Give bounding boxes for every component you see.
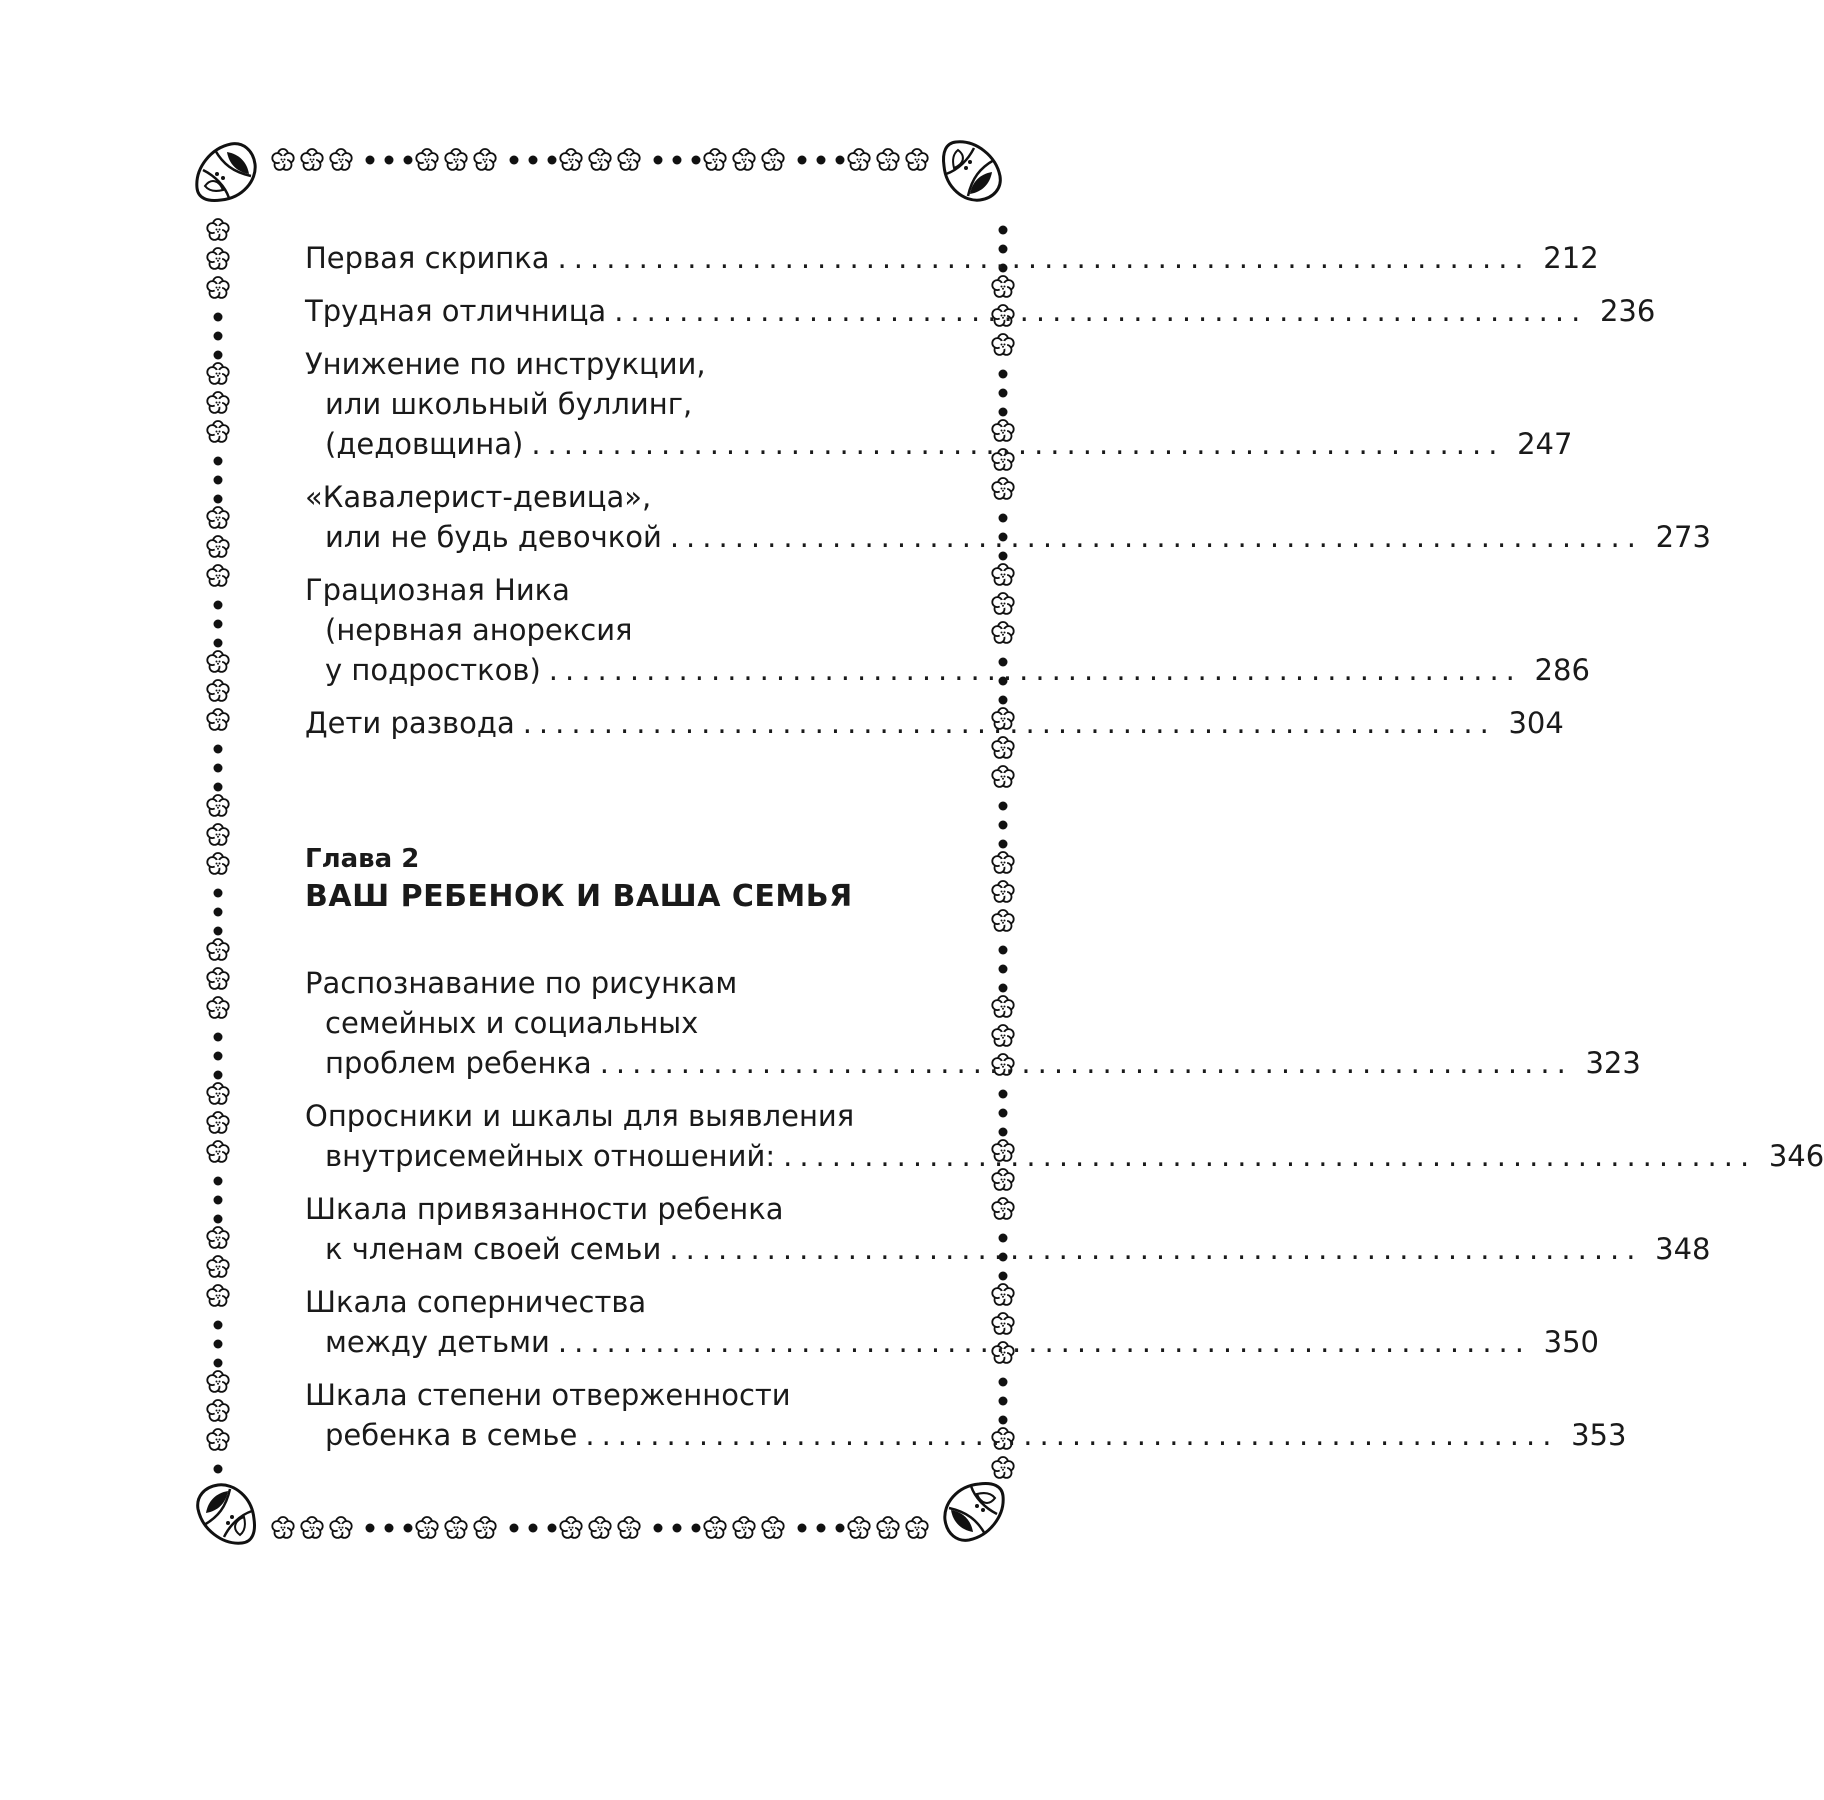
dot-ornament xyxy=(529,156,538,165)
dot-ornament xyxy=(214,1033,223,1042)
dot-ornament xyxy=(214,639,223,648)
toc-entry-line: у подростков) xyxy=(325,653,541,687)
flower-ornament xyxy=(877,1517,898,1538)
dot-ornament xyxy=(548,1524,557,1533)
toc-entry-line: Трудная отличница xyxy=(305,294,607,328)
dot-ornament xyxy=(999,389,1008,398)
dot-ornament xyxy=(999,821,1008,830)
flower-ornament xyxy=(704,1517,725,1538)
toc-entry-line: Шкала привязанности ребенка xyxy=(305,1192,784,1226)
toc-entry-line: к членам своей семьи xyxy=(325,1232,662,1266)
toc-list-top xyxy=(305,238,1711,743)
toc-entry-line: между детьми xyxy=(325,1325,550,1359)
toc-entry-line: или не будь девочкой xyxy=(325,520,662,554)
dot-ornament xyxy=(214,313,223,322)
flower-ornament xyxy=(207,565,228,586)
dot-ornament xyxy=(214,476,223,485)
dot-ornament xyxy=(214,1196,223,1205)
flower-ornament xyxy=(416,149,437,170)
flower-ornament xyxy=(992,996,1013,1017)
flower-ornament xyxy=(877,149,898,170)
chapter-title: ВАШ РЕБЕНОК И ВАША СЕМЬЯ xyxy=(305,879,853,914)
toc-entry xyxy=(305,1189,1711,1269)
dot-ornament xyxy=(385,156,394,165)
flower-ornament xyxy=(560,1517,581,1538)
toc-entry-row xyxy=(305,1415,1627,1455)
flower-ornament xyxy=(445,1517,466,1538)
page-number: 247 xyxy=(1517,427,1573,461)
toc-entry-row xyxy=(305,1043,1641,1083)
dot-ornament xyxy=(836,156,845,165)
toc-entry-row xyxy=(305,1322,1599,1362)
toc-entry-line: Дети развода xyxy=(305,706,515,740)
flower-ornament xyxy=(992,622,1013,643)
flower-ornament xyxy=(992,1457,1013,1478)
dot-ornament xyxy=(999,370,1008,379)
toc-entry xyxy=(305,344,1573,464)
flower-ornament xyxy=(589,1517,610,1538)
dot-ornament xyxy=(214,495,223,504)
toc-entry xyxy=(305,477,1711,557)
dot-ornament xyxy=(214,332,223,341)
page-number: 236 xyxy=(1599,294,1656,328)
dot-ornament xyxy=(366,156,375,165)
flower-ornament xyxy=(207,651,228,672)
dot-ornament xyxy=(798,1524,807,1533)
dot-ornament xyxy=(385,1524,394,1533)
flower-ornament xyxy=(848,149,869,170)
flower-ornament xyxy=(207,1256,228,1277)
flower-ornament xyxy=(330,149,351,170)
dot-ornament xyxy=(214,764,223,773)
dot-leader: ............................................................ xyxy=(557,241,1531,275)
toc-entry-line: (нервная анорексия xyxy=(325,613,633,647)
toc-entry xyxy=(305,963,1641,1083)
flower-ornament xyxy=(207,248,228,269)
flower-ornament xyxy=(207,680,228,701)
dot-ornament xyxy=(214,1071,223,1080)
dot-ornament xyxy=(214,601,223,610)
toc-entry-line: внутрисемейных отношений: xyxy=(325,1139,776,1173)
dot-ornament xyxy=(654,1524,663,1533)
toc-list-bottom xyxy=(305,963,1824,1455)
dot-ornament xyxy=(214,351,223,360)
flower-ornament xyxy=(992,478,1013,499)
flower-ornament xyxy=(992,564,1013,585)
flower-ornament xyxy=(992,910,1013,931)
toc-entry-row xyxy=(305,424,1573,464)
flower-ornament xyxy=(207,219,228,240)
dot-ornament xyxy=(999,1090,1008,1099)
dot-ornament xyxy=(214,1359,223,1368)
flower-ornament xyxy=(733,1517,754,1538)
dot-ornament xyxy=(999,965,1008,974)
flower-ornament xyxy=(992,766,1013,787)
flower-ornament xyxy=(207,536,228,557)
toc-entry-line: Унижение по инструкции, xyxy=(305,347,706,381)
dot-ornament xyxy=(999,1397,1008,1406)
toc-entry-row xyxy=(305,1229,1711,1269)
flower-ornament xyxy=(992,881,1013,902)
toc-entry-line: Грациозная Ника xyxy=(305,573,570,607)
toc-entry xyxy=(305,238,1599,278)
dot-ornament xyxy=(214,1465,223,1474)
toc-entry-line: проблем ребенка xyxy=(325,1046,592,1080)
flower-ornament xyxy=(992,852,1013,873)
toc-entry xyxy=(305,703,1564,743)
flower-ornament xyxy=(301,149,322,170)
flower-ornament xyxy=(272,1517,293,1538)
dot-ornament xyxy=(214,1321,223,1330)
toc-entry xyxy=(305,291,1656,331)
dot-leader: ............................................................ xyxy=(614,294,1588,328)
dot-leader: ............................................................ xyxy=(522,706,1496,740)
dot-leader: ............................................................ xyxy=(557,1325,1531,1359)
flower-ornament xyxy=(560,149,581,170)
flower-ornament xyxy=(992,1284,1013,1305)
dot-ornament xyxy=(214,908,223,917)
dot-ornament xyxy=(999,946,1008,955)
toc-entry-row xyxy=(305,703,1564,743)
flower-ornament xyxy=(445,149,466,170)
dot-ornament xyxy=(999,408,1008,417)
flower-ornament xyxy=(207,277,228,298)
flower-ornament xyxy=(762,149,783,170)
toc-entry xyxy=(305,570,1590,690)
dot-ornament xyxy=(404,156,413,165)
flower-ornament xyxy=(906,149,927,170)
flower-ornament xyxy=(906,1517,927,1538)
dot-ornament xyxy=(510,156,519,165)
toc-entry-row xyxy=(305,238,1599,278)
dot-ornament xyxy=(817,1524,826,1533)
dot-ornament xyxy=(214,620,223,629)
dot-ornament xyxy=(999,1378,1008,1387)
toc-entry-line: (дедовщина) xyxy=(325,427,524,461)
flower-ornament xyxy=(618,149,639,170)
flower-ornament xyxy=(207,1083,228,1104)
chapter-heading xyxy=(305,843,940,919)
dot-leader: ............................................................ xyxy=(599,1046,1573,1080)
dot-ornament xyxy=(510,1524,519,1533)
dot-ornament xyxy=(548,156,557,165)
dot-ornament xyxy=(214,1215,223,1224)
dot-ornament xyxy=(214,457,223,466)
dot-ornament xyxy=(366,1524,375,1533)
page-number: 273 xyxy=(1655,520,1711,554)
flower-ornament xyxy=(733,149,754,170)
flower-ornament xyxy=(762,1517,783,1538)
dot-ornament xyxy=(798,156,807,165)
flower-ornament xyxy=(474,149,495,170)
chapter-label: Глава 2 xyxy=(305,844,420,874)
flower-ornament xyxy=(704,149,725,170)
page-number: 353 xyxy=(1571,1418,1627,1452)
flower-ornament xyxy=(992,593,1013,614)
flower-ornament xyxy=(207,1371,228,1392)
dot-ornament xyxy=(692,156,701,165)
toc-entry xyxy=(305,1096,1824,1176)
dot-ornament xyxy=(214,1052,223,1061)
flower-ornament xyxy=(301,1517,322,1538)
dot-ornament xyxy=(214,927,223,936)
dot-ornament xyxy=(692,1524,701,1533)
toc-entry-line: «Кавалерист-девица», xyxy=(305,480,652,514)
toc-entry-row xyxy=(305,650,1590,690)
flower-ornament xyxy=(207,1400,228,1421)
flower-ornament xyxy=(589,149,610,170)
dot-ornament xyxy=(999,984,1008,993)
flower-ornament xyxy=(618,1517,639,1538)
dot-ornament xyxy=(999,802,1008,811)
flower-ornament xyxy=(207,392,228,413)
flower-ornament xyxy=(474,1517,495,1538)
page-number: 323 xyxy=(1585,1046,1641,1080)
flower-ornament xyxy=(848,1517,869,1538)
dot-leader: ............................................................ xyxy=(531,427,1505,461)
dot-ornament xyxy=(404,1524,413,1533)
toc-entry-row xyxy=(305,517,1711,557)
flower-ornament xyxy=(207,1141,228,1162)
flower-ornament xyxy=(330,1517,351,1538)
flower-ornament xyxy=(207,363,228,384)
flower-ornament xyxy=(207,421,228,442)
flower-ornament xyxy=(207,1112,228,1133)
flower-ornament xyxy=(207,1227,228,1248)
page-number: 348 xyxy=(1655,1232,1711,1266)
dot-leader: ............................................................ xyxy=(783,1139,1757,1173)
dot-ornament xyxy=(817,156,826,165)
dot-ornament xyxy=(673,156,682,165)
flower-ornament xyxy=(207,824,228,845)
page-number: 286 xyxy=(1534,653,1590,687)
dot-ornament xyxy=(214,1340,223,1349)
toc-entry xyxy=(305,1282,1599,1362)
dot-leader: ............................................................ xyxy=(669,1232,1643,1266)
toc-entry-line: Распознавание по рисункам xyxy=(305,966,738,1000)
toc-entry-row xyxy=(305,291,1656,331)
toc-entry xyxy=(305,1375,1627,1455)
dot-ornament xyxy=(999,1272,1008,1281)
dot-ornament xyxy=(214,1177,223,1186)
flower-ornament xyxy=(207,997,228,1018)
flower-ornament xyxy=(207,795,228,816)
flower-ornament xyxy=(207,507,228,528)
flower-ornament xyxy=(207,853,228,874)
dot-ornament xyxy=(214,745,223,754)
flower-ornament xyxy=(207,939,228,960)
dot-ornament xyxy=(654,156,663,165)
toc-entry-row xyxy=(305,1136,1824,1176)
page-number: 304 xyxy=(1508,706,1564,740)
dot-ornament xyxy=(673,1524,682,1533)
dot-ornament xyxy=(529,1524,538,1533)
toc-entry-line: или школьный буллинг, xyxy=(325,387,693,421)
page-number: 346 xyxy=(1768,1139,1824,1173)
dot-ornament xyxy=(214,783,223,792)
flower-ornament xyxy=(416,1517,437,1538)
dot-leader: ............................................................ xyxy=(585,1418,1559,1452)
toc-entry-line: Шкала соперничества xyxy=(305,1285,647,1319)
dot-ornament xyxy=(999,1109,1008,1118)
flower-ornament xyxy=(207,1285,228,1306)
flower-ornament xyxy=(207,968,228,989)
dot-leader: ............................................................ xyxy=(548,653,1522,687)
page-number: 212 xyxy=(1543,241,1599,275)
toc-entry-line: Первая скрипка xyxy=(305,241,550,275)
dot-ornament xyxy=(999,840,1008,849)
flower-ornament xyxy=(272,149,293,170)
toc-entry-line: Опросники и шкалы для выявления xyxy=(305,1099,855,1133)
flower-ornament xyxy=(992,334,1013,355)
dot-ornament xyxy=(214,889,223,898)
table-of-contents xyxy=(305,238,1824,1468)
flower-ornament xyxy=(992,1198,1013,1219)
dot-leader: ............................................................ xyxy=(669,520,1643,554)
toc-entry-line: Шкала степени отверженности xyxy=(305,1378,791,1412)
dot-ornament xyxy=(836,1524,845,1533)
dot-ornament xyxy=(999,226,1008,235)
toc-entry-line: семейных и социальных xyxy=(325,1006,699,1040)
flower-ornament xyxy=(207,709,228,730)
flower-ornament xyxy=(207,1429,228,1450)
toc-entry-line: ребенка в семье xyxy=(325,1418,578,1452)
page-number: 350 xyxy=(1543,1325,1599,1359)
